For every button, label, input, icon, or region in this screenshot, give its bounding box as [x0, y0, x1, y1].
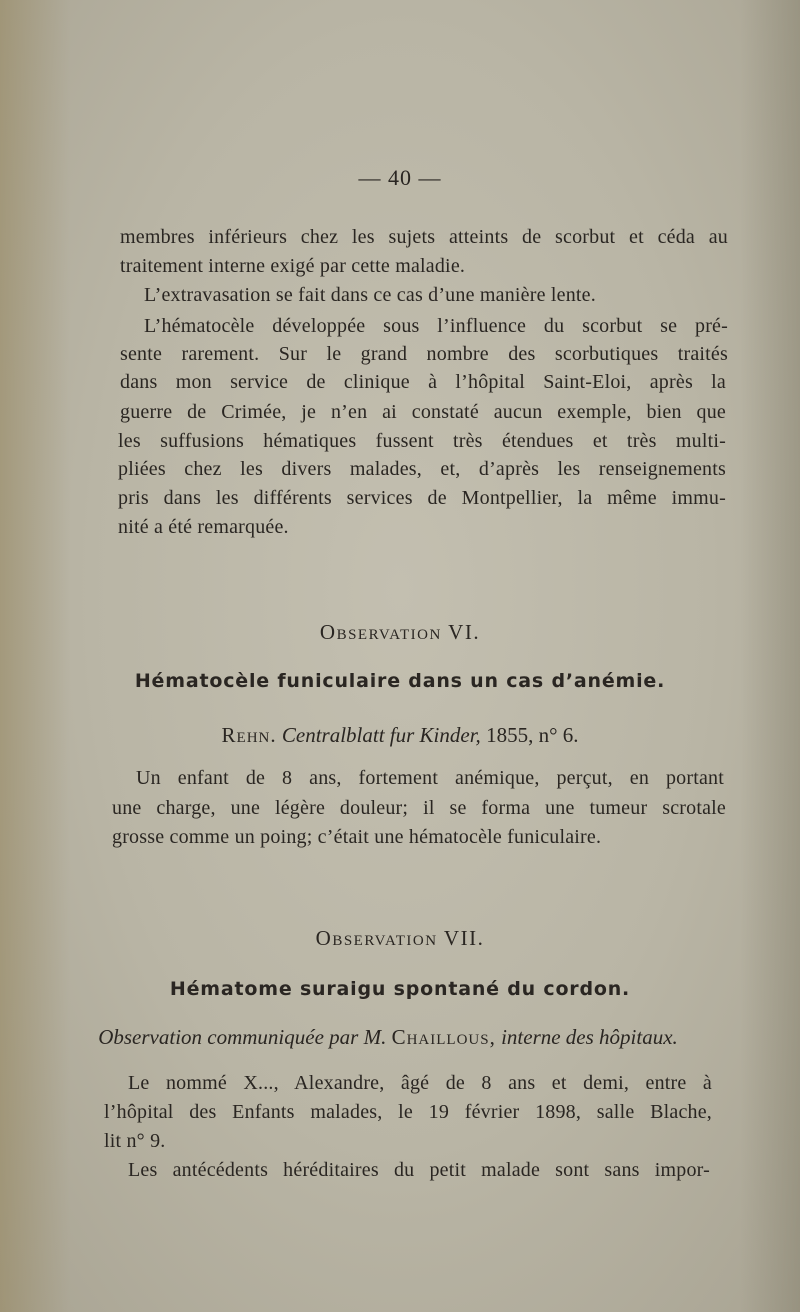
paragraph-line: L’extravasation se fait dans ce cas d’une manière lente.	[144, 284, 596, 306]
paragraph-line: traitement interne exigé par cette maladie.	[120, 255, 466, 277]
page-shadow-left	[0, 0, 70, 1312]
observation-body-line: lit n° 9.	[104, 1130, 166, 1152]
observation-heading: Observation VII.	[315, 926, 485, 950]
paragraph-line: les suffusions hématiques fussent très étendues et très multi-	[118, 430, 726, 452]
observation-source	[0, 1025, 788, 1050]
paragraph-line: L’hématocèle développée sous l’influence du scorbut se pré-	[144, 315, 728, 337]
source-author: Chaillous,	[391, 1025, 496, 1049]
source-prefix: Observation communiquée par M.	[98, 1025, 387, 1049]
observation-title: Hématocèle funiculaire dans un cas d’anémie.	[134, 670, 666, 692]
paragraph-line: membres inférieurs chez les sujets atteints de scorbut et céda au	[120, 226, 728, 248]
observation-body-line: grosse comme un poing; c’était une hématocèle funiculaire.	[112, 826, 602, 848]
paragraph-line: pliées chez les divers malades, et, d’après les renseignements	[118, 458, 726, 480]
observation-title: Hématome suraigu spontané du cordon.	[169, 978, 631, 1000]
observation-body-line: Les antécédents héréditaires du petit malade sont sans impor-	[128, 1159, 710, 1181]
observation-body-line: Le nommé X..., Alexandre, âgé de 8 ans et demi, entre à	[128, 1072, 712, 1094]
page-number: — 40 —	[358, 165, 442, 190]
paragraph-line: pris dans les différents services de Montpellier, la même immu-	[118, 487, 726, 509]
paragraph-line: guerre de Crimée, je n’en ai constaté aucun exemple, bien que	[120, 401, 726, 423]
observation-body-line: une charge, une légère douleur; il se forma une tumeur scrotale	[112, 797, 726, 819]
observation-body-line: Un enfant de 8 ans, fortement anémique, perçut, en portant	[136, 767, 724, 789]
observation-heading: Observation VI.	[319, 620, 481, 644]
page-shadow-right	[740, 0, 800, 1312]
paragraph-line: nité a été remarquée.	[118, 516, 289, 538]
observation-source	[0, 723, 800, 748]
paragraph-line: dans mon service de clinique à l’hôpital Saint-Eloi, après la	[120, 371, 726, 393]
source-journal: Centralblatt fur Kinder,	[281, 723, 481, 747]
source-author: Rehn.	[221, 723, 277, 747]
observation-body-line: l’hôpital des Enfants malades, le 19 février 1898, salle Blache,	[104, 1101, 712, 1123]
paragraph-line: sente rarement. Sur le grand nombre des scorbutiques traités	[120, 343, 728, 365]
source-suffix: interne des hôpitaux.	[501, 1025, 678, 1049]
source-reference: 1855, n° 6.	[486, 723, 579, 747]
